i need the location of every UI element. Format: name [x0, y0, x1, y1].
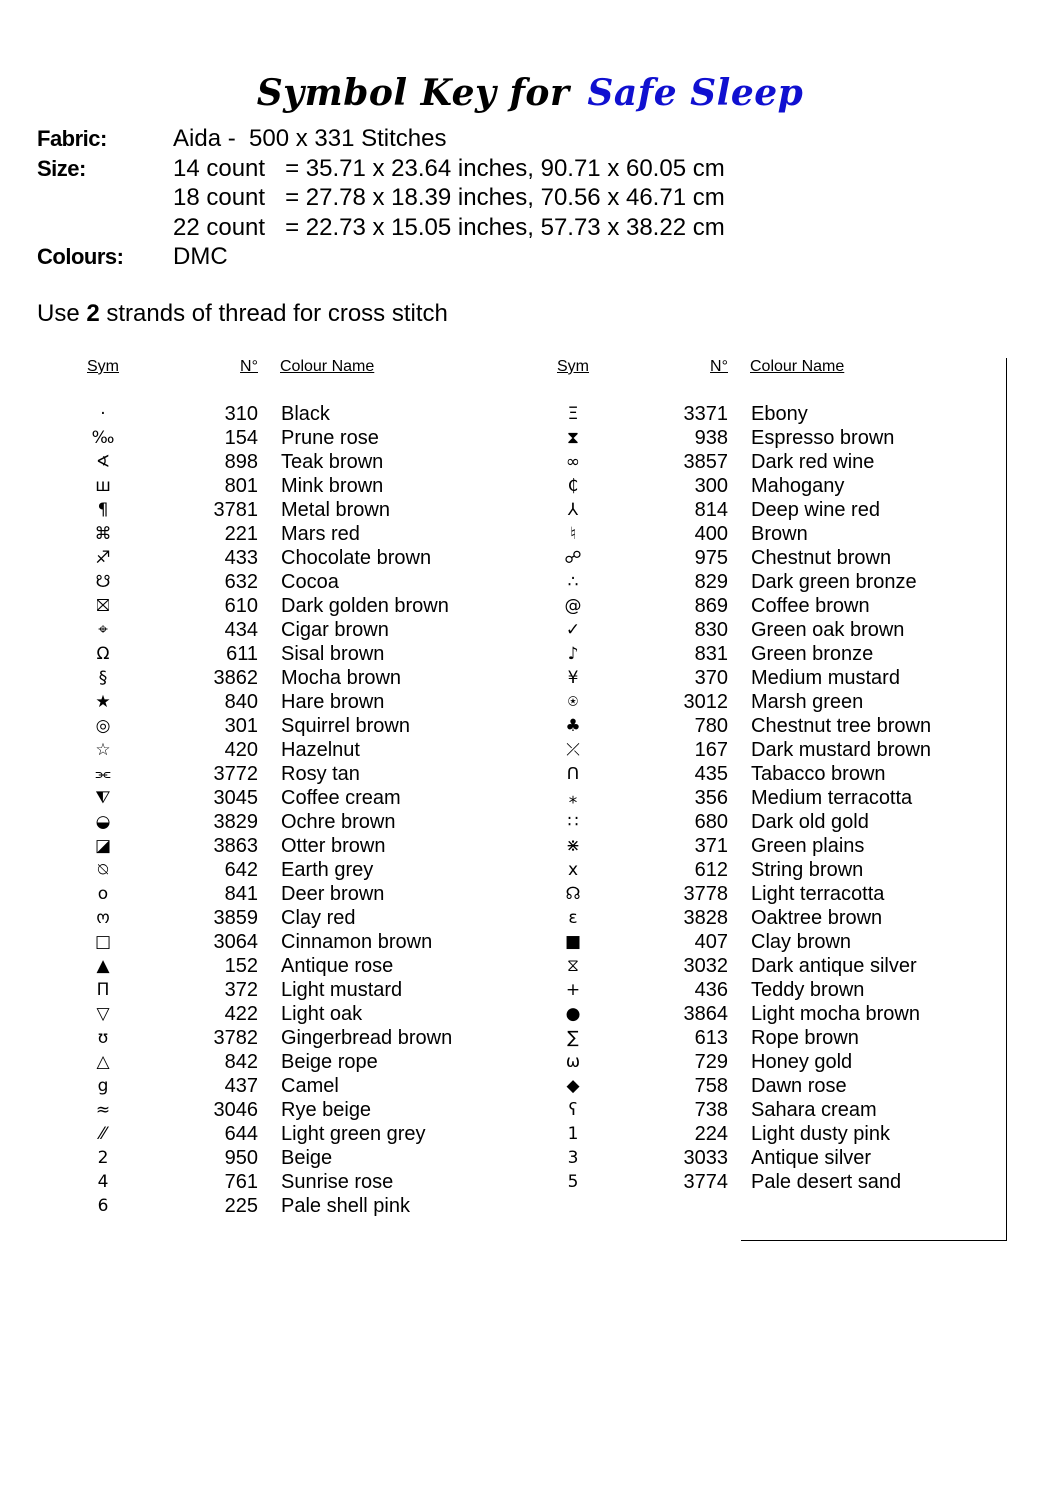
table-row — [540, 930, 931, 954]
table-row — [70, 1146, 452, 1170]
table-row — [70, 930, 452, 954]
dmc-number: 729 — [694, 1051, 728, 1073]
colour-name: Black — [281, 403, 330, 425]
colour-name: Squirrel brown — [281, 715, 410, 737]
table-row — [540, 642, 931, 666]
boxed-star-icon: ⛝ — [96, 596, 110, 616]
size-label: Size: — [37, 155, 86, 181]
colour-name: Hare brown — [281, 691, 385, 713]
colour-name: Dark antique silver — [751, 955, 917, 977]
table-row — [540, 954, 931, 978]
sagittarius-arrow-icon: ♐ — [95, 548, 111, 568]
curly-m-icon: ო — [96, 908, 110, 928]
omega-icon: Ω — [96, 644, 110, 664]
colour-name: Sisal brown — [281, 643, 385, 665]
dotted-u-icon: ʊ — [97, 1028, 109, 1048]
dmc-number: 3828 — [683, 907, 728, 929]
colour-name: Mars red — [281, 523, 360, 545]
dmc-number: 611 — [226, 643, 258, 665]
colour-name: Metal brown — [281, 499, 390, 521]
table-row — [540, 762, 931, 786]
dmc-number: 3032 — [683, 955, 728, 977]
table-row — [70, 426, 452, 450]
dmc-number: 801 — [224, 475, 258, 497]
dmc-number: 898 — [224, 451, 258, 473]
digit-3-icon: 3 — [567, 1148, 579, 1168]
header-sym: Sym — [557, 358, 589, 375]
asterisk-icon: ⁎ — [568, 788, 578, 808]
digit-2-icon: 2 — [97, 1148, 109, 1168]
table-row — [540, 498, 931, 522]
dmc-number: 301 — [224, 715, 258, 737]
bold-o-icon: o — [97, 884, 109, 904]
colour-name: Hazelnut — [281, 739, 360, 761]
dmc-number: 975 — [694, 547, 728, 569]
size-row — [37, 183, 725, 213]
colour-name: Green bronze — [751, 643, 874, 665]
symbol-table-right — [540, 358, 931, 1194]
table-row — [70, 546, 452, 570]
colour-name: Beige — [281, 1147, 333, 1169]
colour-name: Green oak brown — [751, 619, 905, 641]
table-row — [70, 690, 452, 714]
colour-name: Rye beige — [281, 1099, 372, 1121]
table-row — [70, 762, 452, 786]
colour-name: Dark mustard brown — [751, 739, 932, 761]
table-row — [540, 522, 931, 546]
colour-name: Tabacco brown — [751, 763, 886, 785]
size-row — [37, 154, 725, 184]
colour-name: Cocoa — [281, 571, 339, 593]
dmc-number: 437 — [224, 1075, 258, 1097]
dmc-number: 3012 — [683, 691, 728, 713]
epsilon-icon: ε — [568, 908, 578, 928]
colour-name: Dark golden brown — [281, 595, 449, 617]
eighth-note-icon: ♪ — [567, 644, 579, 664]
dmc-number: 3863 — [213, 835, 258, 857]
table-row — [70, 954, 452, 978]
dmc-number: 435 — [694, 763, 728, 785]
colour-name: Ochre brown — [281, 811, 396, 833]
title-main: Symbol Key for — [256, 72, 570, 114]
colour-name: Rope brown — [751, 1027, 859, 1049]
colour-name: Antique silver — [751, 1147, 872, 1169]
black-diamond-icon: ◆ — [566, 1076, 580, 1096]
ascending-node-icon: ☊ — [565, 884, 581, 904]
dmc-number: 422 — [224, 1003, 258, 1025]
colour-name: Pale shell pink — [281, 1195, 410, 1217]
table-row — [540, 738, 931, 762]
header-sym: Sym — [87, 358, 119, 375]
pattern-info — [37, 124, 725, 272]
colour-name: Prune rose — [281, 427, 379, 449]
dmc-number: 780 — [694, 715, 728, 737]
table-row — [70, 450, 452, 474]
check-mark-icon: ✓ — [565, 620, 581, 640]
dmc-number: 3772 — [213, 763, 258, 785]
table-row — [70, 570, 452, 594]
circled-spade-icon: ⍟ — [567, 692, 579, 712]
hook-icon: ʕ — [568, 1100, 578, 1120]
colour-name: Clay brown — [751, 931, 852, 953]
digit-5-icon: 5 — [567, 1172, 579, 1192]
pilcrow-icon: ¶ — [97, 500, 109, 520]
table-row — [540, 450, 931, 474]
table-row — [540, 666, 931, 690]
colour-name: Deer brown — [281, 883, 385, 905]
colour-name: Camel — [281, 1075, 339, 1097]
table-row — [70, 522, 452, 546]
table-row — [70, 642, 452, 666]
dmc-number: 3859 — [213, 907, 258, 929]
dmc-number: 3829 — [213, 811, 258, 833]
colour-name: Light mocha brown — [751, 1003, 920, 1025]
black-square-icon: ■ — [564, 932, 582, 952]
pattern-name: Safe Sleep — [587, 72, 804, 114]
table-header — [540, 358, 931, 382]
dmc-number: 356 — [694, 787, 728, 809]
colour-name: Light green grey — [281, 1123, 426, 1145]
colour-name: Cinnamon brown — [281, 931, 433, 953]
dmc-number: 154 — [224, 427, 258, 449]
dmc-number: 300 — [694, 475, 728, 497]
colours-label: Colours: — [37, 244, 124, 269]
dmc-number: 758 — [694, 1075, 728, 1097]
bracketed-xi-icon: Ξ — [567, 404, 579, 424]
table-row — [70, 1098, 452, 1122]
white-star-icon: ☆ — [95, 740, 111, 760]
colour-name: Beige rope — [281, 1051, 378, 1073]
colour-name: Ebony — [751, 403, 808, 425]
dmc-number: 167 — [694, 739, 728, 761]
dmc-number: 370 — [694, 667, 728, 689]
colour-name: Dark old gold — [751, 811, 869, 833]
colour-name: Marsh green — [751, 691, 864, 713]
dmc-number: 3045 — [213, 787, 258, 809]
table-row — [540, 1050, 931, 1074]
table-row — [70, 810, 452, 834]
dmc-number: 3774 — [683, 1171, 728, 1193]
at-sign-icon: @ — [564, 596, 582, 616]
table-right-border — [1006, 358, 1007, 1240]
half-filled-triangle-icon: ⧨ — [95, 788, 111, 808]
table-row — [540, 834, 931, 858]
dmc-number: 3033 — [683, 1147, 728, 1169]
colours-row — [37, 242, 725, 272]
colour-name: Honey gold — [751, 1051, 853, 1073]
dmc-number: 869 — [694, 595, 728, 617]
colour-name: Espresso brown — [751, 427, 895, 449]
table-row — [540, 1026, 931, 1050]
colour-name: Teak brown — [281, 451, 384, 473]
letter-g-icon: g — [97, 1076, 109, 1096]
dmc-number: 433 — [224, 547, 258, 569]
half-filled-circle-icon: ◒ — [95, 812, 111, 832]
table-row — [70, 594, 452, 618]
dmc-number: 613 — [694, 1027, 728, 1049]
dmc-number: 632 — [224, 571, 258, 593]
dmc-number: 420 — [224, 739, 258, 761]
table-row — [540, 1002, 931, 1026]
command-icon: ⌘ — [94, 524, 112, 544]
colour-name: Medium mustard — [751, 667, 900, 689]
table-row — [70, 882, 452, 906]
bullseye-icon: ◎ — [95, 716, 111, 736]
dmc-number: 840 — [224, 691, 258, 713]
yen-icon: ¥ — [567, 668, 579, 688]
table-row — [540, 1098, 931, 1122]
dmc-number: 3864 — [683, 1003, 728, 1025]
colour-name: Mink brown — [281, 475, 384, 497]
table-row — [540, 714, 931, 738]
white-up-triangle-icon: △ — [96, 1052, 110, 1072]
colour-name: Medium terracotta — [751, 787, 913, 809]
table-row — [540, 786, 931, 810]
colour-name: Chestnut brown — [751, 547, 892, 569]
header-num: N° — [240, 358, 258, 375]
dmc-number: 3857 — [683, 451, 728, 473]
black-circle-icon: ● — [565, 1004, 581, 1024]
symbol-table-left — [70, 358, 452, 1218]
table-row — [540, 426, 931, 450]
table-row — [70, 906, 452, 930]
digit-6-icon: 6 — [97, 1196, 109, 1216]
dmc-number: 310 — [224, 403, 258, 425]
plus-icon: + — [565, 980, 581, 1000]
colour-name: Dark green bronze — [751, 571, 917, 593]
table-row — [70, 738, 452, 762]
per-mille-icon: ‰ — [91, 428, 115, 448]
table-row — [540, 570, 931, 594]
crossed-arrows-icon: ⤫ — [566, 740, 580, 760]
colour-name: Otter brown — [281, 835, 386, 857]
dmc-number: 436 — [694, 979, 728, 1001]
dmc-number: 3064 — [213, 931, 258, 953]
strand-count: 2 — [86, 300, 100, 327]
table-row — [540, 810, 931, 834]
descending-node-icon: ☋ — [95, 572, 111, 592]
natural-sign-icon: ♮ — [569, 524, 577, 544]
table-row — [70, 1050, 452, 1074]
colour-name: Chocolate brown — [281, 547, 432, 569]
colour-name: Deep wine red — [751, 499, 880, 521]
dmc-number: 3778 — [683, 883, 728, 905]
table-row — [540, 1146, 931, 1170]
dmc-number: 152 — [224, 955, 258, 977]
dmc-number: 814 — [694, 499, 728, 521]
table-row — [540, 1122, 931, 1146]
dmc-number: 831 — [694, 643, 728, 665]
strands-instruction: Use 2 strands of thread for cross stitch — [37, 300, 448, 327]
dmc-number: 644 — [224, 1123, 258, 1145]
page-title — [0, 72, 1060, 114]
cedi-icon: ₵ — [567, 476, 579, 496]
approx-icon: ≈ — [95, 1100, 111, 1120]
table-row — [70, 834, 452, 858]
colour-name: Brown — [751, 523, 808, 545]
table-row — [70, 858, 452, 882]
half-filled-square-icon: ◪ — [94, 836, 112, 856]
colour-name: Light terracotta — [751, 883, 885, 905]
table-row — [70, 1194, 452, 1218]
table-row — [70, 1170, 452, 1194]
fabric-value: Aida - 500 x 331 Stitches — [173, 125, 447, 152]
table-row — [70, 786, 452, 810]
dmc-number: 434 — [224, 619, 258, 641]
colours-value: DMC — [173, 243, 228, 270]
colour-name: Dawn rose — [751, 1075, 847, 1097]
white-down-triangle-icon: ▽ — [96, 1004, 110, 1024]
table-row — [540, 1170, 931, 1194]
size-value-18: 18 count = 27.78 x 18.39 inches, 70.56 x 46.71 cm — [173, 184, 725, 211]
cyrillic-sha-icon: ш — [95, 476, 111, 496]
colour-name: Light mustard — [281, 979, 403, 1001]
colour-name: Clay red — [281, 907, 356, 929]
table-row — [70, 402, 452, 426]
dmc-number: 400 — [694, 523, 728, 545]
colour-name: Earth grey — [281, 859, 374, 881]
dmc-number: 830 — [694, 619, 728, 641]
spherical-angle-icon: ∢ — [95, 452, 111, 472]
colour-name: Cigar brown — [281, 619, 389, 641]
pi-bar-icon: Π — [96, 980, 110, 1000]
colour-name: Gingerbread brown — [281, 1027, 453, 1049]
colour-name: Light oak — [281, 1003, 363, 1025]
header-num: N° — [710, 358, 728, 375]
dmc-number: 950 — [224, 1147, 258, 1169]
table-row — [540, 546, 931, 570]
dmc-number: 761 — [224, 1171, 258, 1193]
dmc-number: 372 — [224, 979, 258, 1001]
white-square-icon: □ — [94, 932, 112, 952]
dmc-number: 3781 — [213, 499, 258, 521]
dmc-number: 841 — [224, 883, 258, 905]
dmc-number: 224 — [694, 1123, 728, 1145]
opposition-icon: ☍ — [564, 548, 582, 568]
table-row — [540, 474, 931, 498]
dmc-number: 225 — [224, 1195, 258, 1217]
header-name: Colour Name — [750, 358, 845, 375]
infinity-icon: ∞ — [565, 452, 581, 472]
fork-symbol-icon: ⫘ — [95, 764, 111, 784]
table-row — [540, 882, 931, 906]
table-row — [70, 666, 452, 690]
double-slash-icon: ⁄⁄ — [100, 1124, 106, 1144]
table-row — [70, 1074, 452, 1098]
black-hourglass-icon: ⧗ — [567, 428, 579, 448]
three-way-arrow-icon: ⅄ — [567, 500, 579, 520]
colour-name: Oaktree brown — [751, 907, 883, 929]
table-bottom-border — [741, 1240, 1007, 1241]
dmc-number: 738 — [694, 1099, 728, 1121]
colour-name: Teddy brown — [751, 979, 865, 1001]
table-row — [540, 978, 931, 1002]
table-row — [540, 594, 931, 618]
colour-name: Antique rose — [281, 955, 394, 977]
table-row — [70, 1122, 452, 1146]
size-value-22: 22 count = 22.73 x 15.05 inches, 57.73 x 38.22 cm — [173, 213, 725, 241]
dmc-number: 842 — [224, 1051, 258, 1073]
colour-name: Coffee cream — [281, 787, 401, 809]
table-row — [540, 858, 931, 882]
crosshair-icon: ⌖ — [98, 620, 108, 640]
table-row — [70, 1002, 452, 1026]
black-triangle-icon: ▲ — [96, 956, 110, 976]
digit-1-icon: 1 — [567, 1124, 579, 1144]
table-row — [70, 474, 452, 498]
colour-name: Pale desert sand — [751, 1171, 902, 1193]
slashed-dot-icon: ⍉ — [97, 860, 109, 880]
dmc-number: 407 — [694, 931, 728, 953]
dmc-number: 221 — [224, 523, 258, 545]
dmc-number: 612 — [694, 859, 728, 881]
dotted-arch-icon: ᑎ — [566, 764, 580, 784]
black-star-icon: ★ — [95, 692, 111, 712]
colour-name: String brown — [751, 859, 864, 881]
colour-name: Coffee brown — [751, 595, 870, 617]
dmc-number: 3782 — [213, 1027, 258, 1049]
table-row — [540, 402, 931, 426]
colour-name: Sunrise rose — [281, 1171, 394, 1193]
colour-name: Light dusty pink — [751, 1123, 890, 1145]
dmc-number: 642 — [224, 859, 258, 881]
colour-name: Green plains — [751, 835, 865, 857]
table-row — [70, 498, 452, 522]
dmc-number: 371 — [694, 835, 728, 857]
club-icon: ♣ — [565, 716, 581, 736]
dmc-number: 680 — [694, 811, 728, 833]
dmc-number: 829 — [694, 571, 728, 593]
fabric-row — [37, 124, 725, 154]
table-row — [70, 1026, 452, 1050]
dotted-x-icon: ⋇ — [565, 836, 581, 856]
section-icon: § — [98, 668, 108, 688]
omega-small-icon: ω — [565, 1052, 581, 1072]
digit-4-icon: 4 — [97, 1172, 109, 1192]
dmc-number: 610 — [224, 595, 258, 617]
table-row — [540, 690, 931, 714]
fabric-label: Fabric: — [37, 126, 107, 151]
dmc-number: 3371 — [683, 403, 728, 425]
header-name: Colour Name — [280, 358, 375, 375]
colour-name: Sahara cream — [751, 1099, 877, 1121]
size-value-14: 14 count = 35.71 x 23.64 inches, 90.71 x 60.05 cm — [173, 154, 725, 182]
dmc-number: 3046 — [213, 1099, 258, 1121]
table-row — [70, 978, 452, 1002]
white-hourglass-icon: ⧖ — [567, 956, 579, 976]
table-row — [540, 1074, 931, 1098]
colour-name: Rosy tan — [281, 763, 360, 785]
table-row — [70, 618, 452, 642]
letter-x-icon: x — [567, 860, 579, 880]
colour-name: Dark red wine — [751, 451, 875, 473]
four-dots-icon: ∷ — [567, 812, 579, 832]
table-row — [70, 714, 452, 738]
dmc-number: 3862 — [213, 667, 258, 689]
table-header — [70, 358, 452, 382]
colour-name: Mahogany — [751, 475, 845, 497]
table-row — [540, 906, 931, 930]
colour-name: Chestnut tree brown — [751, 715, 932, 737]
colour-name: Mocha brown — [281, 667, 402, 689]
dmc-number: 938 — [694, 427, 728, 449]
therefore-icon: ∴ — [567, 572, 579, 592]
sigma-icon: ∑ — [567, 1028, 579, 1048]
table-row — [540, 618, 931, 642]
dot-icon: · — [100, 404, 106, 424]
size-row — [37, 213, 725, 243]
